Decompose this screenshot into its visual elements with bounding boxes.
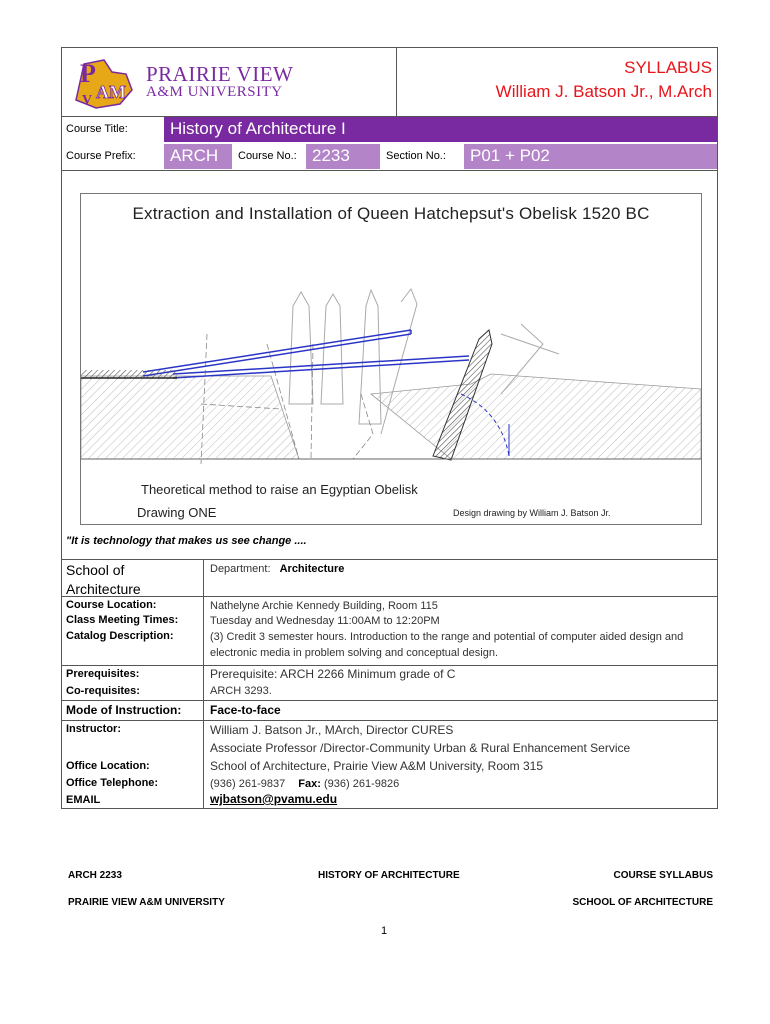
- course-title-value: History of Architecture I: [170, 119, 346, 138]
- drawing-caption: Theoretical method to raise an Egyptian Obelisk: [141, 482, 418, 497]
- table-row: [62, 559, 717, 597]
- svg-text:P: P: [80, 59, 96, 88]
- table-row: [62, 629, 717, 666]
- email-link[interactable]: wjbatson@pvamu.edu: [210, 792, 338, 806]
- corequisites-value: ARCH 3293.: [210, 685, 272, 697]
- course-number-box: [306, 144, 380, 169]
- mode-value: Face-to-face: [210, 703, 281, 717]
- section-number-box: [464, 144, 717, 169]
- course-number-value: 2233: [312, 146, 350, 165]
- svg-text:AM: AM: [96, 82, 126, 102]
- office-phone-cell: [210, 776, 399, 792]
- section-number-label: Section No.:: [386, 150, 446, 162]
- meeting-times-value: Tuesday and Wednesday 11:00AM to 12:20PM: [210, 615, 440, 627]
- department-value: Architecture: [279, 563, 345, 575]
- prerequisites-label: Prerequisites:: [66, 668, 140, 680]
- course-location-value: Nathelyne Archie Kennedy Building, Room 115: [210, 600, 438, 612]
- syllabus-header: [396, 48, 718, 116]
- fax-label: Fax:: [298, 778, 321, 790]
- instructor-heading: William J. Batson Jr., M.Arch: [495, 82, 712, 101]
- catalog-description-value: (3) Credit 3 semester hours. Introduction to the range and potential of computer aided design and electronic media in problem solving and conceptual design.: [210, 631, 684, 659]
- technology-quote: "It is technology that makes us see change ....: [66, 535, 307, 547]
- table-row: [62, 683, 717, 701]
- office-location-value: School of Architecture, Prairie View A&M University, Room 315: [210, 759, 544, 773]
- instructor-line2: Associate Professor /Director-Community Urban & Rural Enhancement Service: [210, 741, 631, 755]
- mode-label: Mode of Instruction:: [66, 703, 182, 717]
- pvamu-seal-icon: [66, 52, 138, 112]
- page-number: 1: [381, 925, 388, 937]
- table-row: [62, 775, 717, 792]
- meeting-times-label: Class Meeting Times:: [66, 614, 179, 626]
- terrain-left: [81, 376, 299, 459]
- table-row: [62, 792, 717, 809]
- footer-school: SCHOOL OF ARCHITECTURE: [572, 897, 713, 908]
- course-number-label: Course No.:: [238, 150, 297, 162]
- footer-course: ARCH 2233: [68, 870, 122, 881]
- drawing-title: Extraction and Installation of Queen Hatchepsut's Obelisk 1520 BC: [132, 204, 650, 223]
- office-location-label: Office Location:: [66, 760, 150, 772]
- fax-value: (936) 261-9826: [323, 778, 400, 790]
- tow-lines: [143, 330, 469, 378]
- office-phone-label: Office Telephone:: [66, 777, 159, 789]
- footer-title: HISTORY OF ARCHITECTURE: [318, 870, 460, 881]
- school-name: School of Architecture: [66, 562, 141, 597]
- university-name-line1: PRAIRIE VIEW: [146, 62, 294, 86]
- course-prefix-label: Course Prefix:: [66, 150, 136, 162]
- department-label: Department:: [210, 563, 271, 575]
- instructor-label: Instructor:: [66, 723, 121, 735]
- svg-text:V: V: [82, 93, 93, 108]
- university-logo: [62, 48, 397, 116]
- department-cell: [210, 561, 344, 577]
- course-location-label: Course Location:: [66, 599, 157, 611]
- table-row: [62, 666, 717, 683]
- table-row: [62, 721, 717, 757]
- table-row: [62, 701, 717, 721]
- table-row: [62, 613, 717, 629]
- instructor-line1: William J. Batson Jr., MArch, Director CURES: [210, 723, 454, 737]
- obelisk-illustration: [81, 194, 701, 524]
- email-label: EMAIL: [66, 794, 101, 806]
- syllabus-frame: [61, 47, 718, 809]
- course-title-bar: [164, 117, 717, 142]
- drawing-label: Drawing ONE: [137, 505, 217, 520]
- divider: [62, 170, 717, 171]
- office-phone-value: (936) 261-9837: [210, 778, 286, 790]
- university-name-line2: A&M UNIVERSITY: [146, 84, 283, 100]
- terrain-right: [371, 374, 701, 459]
- course-title-label: Course Title:: [66, 123, 128, 135]
- catalog-description-label: Catalog Description:: [66, 630, 174, 642]
- section-number-value: P01 + P02: [470, 146, 550, 165]
- syllabus-heading: SYLLABUS: [624, 58, 712, 77]
- course-prefix-box: [164, 144, 232, 169]
- drawing-credit: Design drawing by William J. Batson Jr.: [453, 508, 611, 518]
- prerequisites-value: Prerequisite: ARCH 2266 Minimum grade of C: [210, 667, 456, 681]
- corequisites-label: Co-requisites:: [66, 685, 140, 697]
- obelisk-drawing: [80, 193, 702, 525]
- footer-syllabus: COURSE SYLLABUS: [613, 870, 713, 881]
- footer-university: PRAIRIE VIEW A&M UNIVERSITY: [68, 897, 225, 908]
- workers-group: [81, 370, 177, 378]
- table-row: [62, 596, 717, 613]
- course-prefix-value: ARCH: [170, 146, 219, 165]
- table-row: [62, 757, 717, 775]
